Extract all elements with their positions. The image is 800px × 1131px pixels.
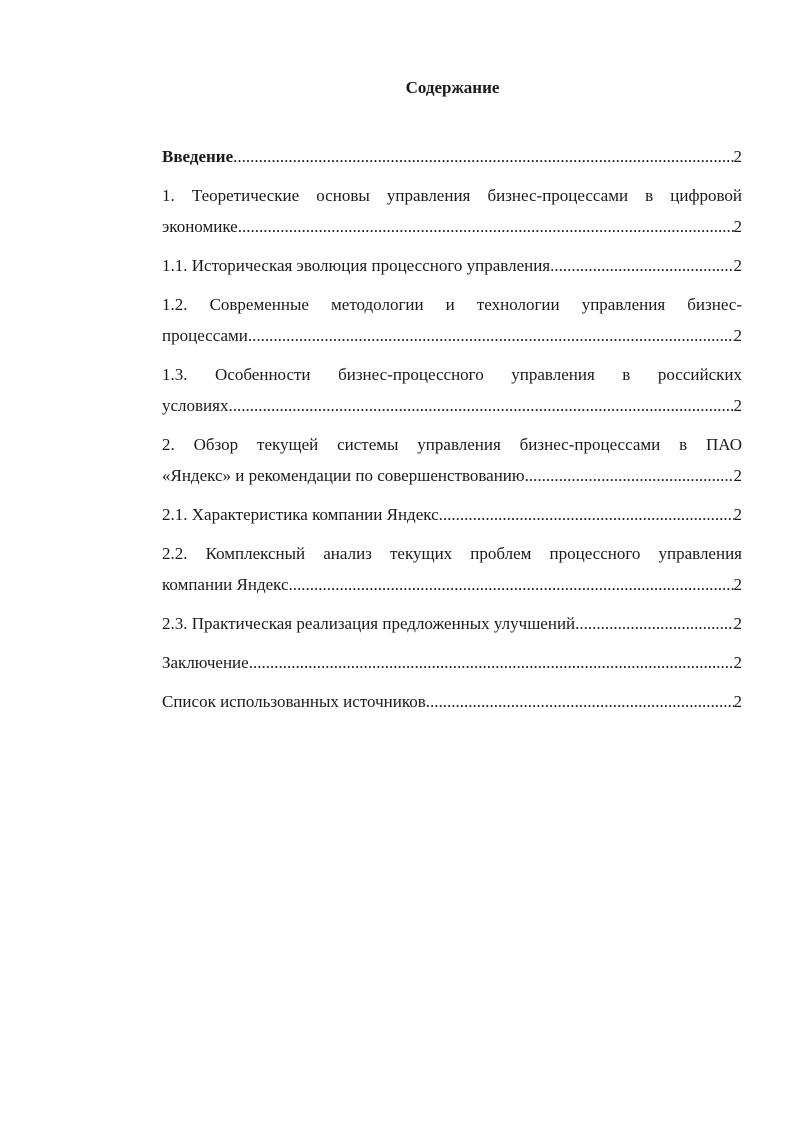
toc-entry-chapter-1[interactable] <box>162 180 742 242</box>
toc-page-number: 2 <box>733 396 742 415</box>
toc-entry-label-line1: 1.3. Особенности бизнес-процессного управления в российских <box>162 365 742 384</box>
dot-leader <box>228 390 733 421</box>
toc-entry-label: Введение <box>162 147 234 166</box>
dot-leader <box>426 686 734 717</box>
table-of-contents <box>162 141 742 725</box>
toc-entry-label: Список использованных источников <box>162 692 426 711</box>
toc-page-number: 2 <box>733 692 742 711</box>
dot-leader <box>249 647 734 678</box>
toc-entry-2-2[interactable] <box>162 538 742 600</box>
dot-leader <box>238 211 734 242</box>
toc-entry-2-1[interactable] <box>162 499 742 530</box>
toc-entry-label-line2: условиях <box>162 396 229 415</box>
toc-entry-label-line2: экономике <box>162 217 238 236</box>
toc-entry-introduction[interactable] <box>162 141 742 172</box>
toc-entry-label: 1.1. Историческая эволюция процессного управления <box>162 256 551 275</box>
toc-entry-references[interactable] <box>162 686 742 717</box>
toc-entry-label-line2: компании Яндекс <box>162 575 289 594</box>
dot-leader <box>575 608 733 639</box>
dot-leader <box>550 250 733 281</box>
toc-entry-label-line1: 2. Обзор текущей системы управления бизнес-процессами в ПАО <box>162 435 742 454</box>
toc-page-number: 2 <box>733 575 742 594</box>
dot-leader <box>525 460 734 491</box>
toc-page-number: 2 <box>733 326 742 345</box>
toc-entry-label-line1: 1.2. Современные методологии и технологии управления бизнес- <box>162 295 742 314</box>
toc-entry-chapter-2[interactable] <box>162 429 742 491</box>
toc-entry-label-line1: 2.2. Комплексный анализ текущих проблем процессного управления <box>162 544 742 563</box>
toc-entry-label-line2: «Яндекс» и рекомендации по совершенствованию <box>162 466 525 485</box>
toc-page-number: 2 <box>733 466 742 485</box>
toc-entry-label: 2.3. Практическая реализация предложенных улучшений <box>162 614 576 633</box>
dot-leader <box>248 320 734 351</box>
toc-page-number: 2 <box>733 147 742 166</box>
toc-page-number: 2 <box>733 256 742 275</box>
toc-entry-1-2[interactable] <box>162 289 742 351</box>
dot-leader <box>233 141 733 172</box>
toc-entry-label-line1: 1. Теоретические основы управления бизнес-процессами в цифровой <box>162 186 742 205</box>
dot-leader <box>439 499 734 530</box>
toc-title: Содержание <box>405 78 500 97</box>
toc-entry-1-1[interactable] <box>162 250 742 281</box>
toc-page-number: 2 <box>733 217 742 236</box>
toc-entry-2-3[interactable] <box>162 608 742 639</box>
toc-entry-1-3[interactable] <box>162 359 742 421</box>
toc-entry-conclusion[interactable] <box>162 647 742 678</box>
toc-page-number: 2 <box>733 505 742 524</box>
toc-page-number: 2 <box>733 614 742 633</box>
toc-entry-label: Заключение <box>162 653 249 672</box>
toc-entry-label-line2: процессами <box>162 326 248 345</box>
toc-entry-label: 2.1. Характеристика компании Яндекс <box>162 505 439 524</box>
toc-page-number: 2 <box>733 653 742 672</box>
dot-leader <box>289 569 734 600</box>
